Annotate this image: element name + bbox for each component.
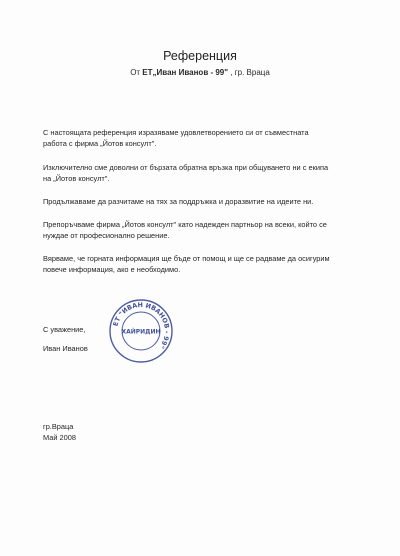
firm-name: ЕТ„Иван Иванов - 99" (142, 68, 229, 77)
closing-greeting: С уважение, (43, 325, 86, 334)
stamp-ring-text: ЕТ "ИВАН ИВАНОВ - 99" (111, 300, 172, 351)
paragraph-5-line-2: повече информация, ако е необходимо. (43, 264, 181, 274)
paragraph-3-line-1: Продължаваме да разчитаме на тях за поддръжка и доразвитие на идеите ни. (43, 197, 314, 206)
closing-block (43, 325, 88, 354)
paragraph-2-line-2: на „Йотов консулт". (43, 173, 110, 183)
signatory-name: Иван Иванов (43, 343, 88, 353)
paragraph-2 (43, 163, 363, 184)
footer-block (43, 422, 76, 443)
paragraph-4-line-2: нуждае от професионално решение. (43, 230, 170, 240)
from-line (0, 68, 400, 77)
paragraph-4 (43, 220, 363, 241)
paragraph-3 (43, 197, 363, 208)
from-suffix: , гр. Враца (228, 68, 270, 77)
stamp-center-text: ХАЙРИДИН (121, 328, 161, 336)
from-prefix: От (130, 68, 143, 77)
place: гр.Враца (43, 422, 74, 431)
document-title: Референция (163, 49, 237, 63)
date: Май 2008 (43, 432, 76, 442)
paragraph-5 (43, 254, 363, 275)
paragraph-2-line-1: Изключително сме доволни от бързата обратна връзка при общуването ни с екипа (43, 163, 329, 172)
paragraph-1-line-1: С настоящата референция изразяваме удовлетворението си от съвместната (43, 128, 309, 137)
paragraph-4-line-1: Препоръчваме фирма „Йотов консулт" като надежден партньор на всеки, който се (43, 220, 327, 229)
paragraph-1-line-2: работа с фирма „Йотов консулт". (43, 138, 157, 148)
company-stamp (108, 298, 174, 364)
paragraph-5-line-1: Вярваме, че горната информация ще бъде от помощ и ще се радваме да осигурим (43, 254, 330, 263)
paragraph-1 (43, 128, 363, 149)
